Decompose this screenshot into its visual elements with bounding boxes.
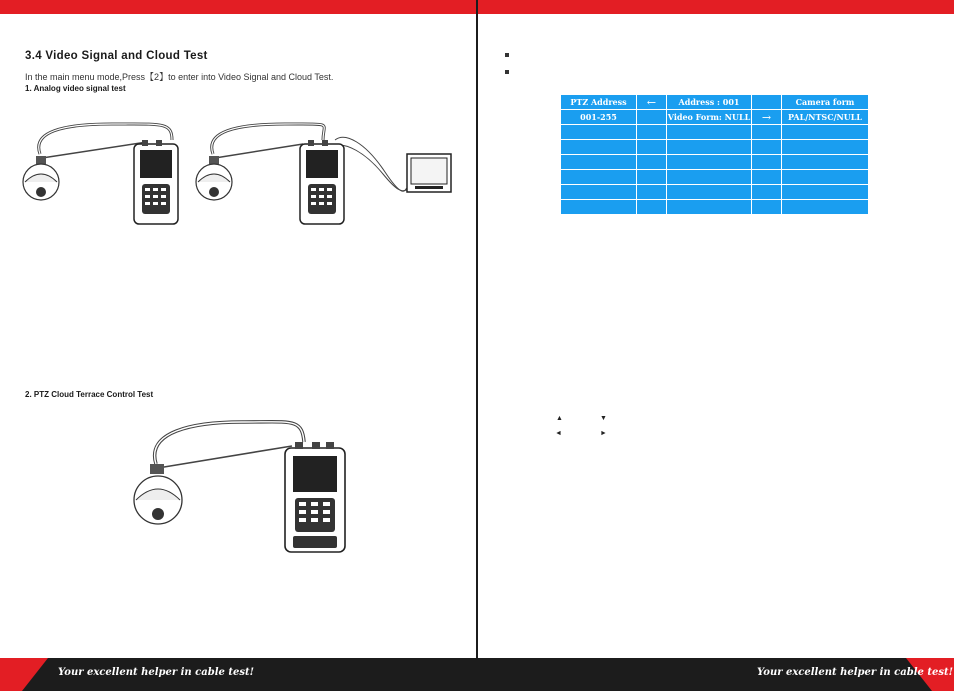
table-cell — [637, 140, 667, 155]
ptz-test-illustration — [132, 408, 362, 558]
table-cell: PAL/NTSC/NULL — [782, 110, 869, 125]
table-cell — [637, 110, 667, 125]
table-cell — [752, 200, 782, 215]
table-cell — [561, 185, 637, 200]
table-cell — [752, 170, 782, 185]
top-bar-left — [0, 0, 476, 14]
section-title: 3.4 Video Signal and Cloud Test — [25, 50, 208, 62]
table-cell — [561, 140, 637, 155]
table-cell — [782, 125, 869, 140]
left-arrow-key-icon: ◄ — [555, 430, 562, 437]
ptz-settings-table — [560, 94, 869, 215]
analog-test-illustration-2 — [195, 112, 457, 232]
table-cell — [637, 185, 667, 200]
table-row — [561, 95, 869, 110]
table-cell — [561, 125, 637, 140]
table-cell — [667, 140, 752, 155]
table-row — [561, 110, 869, 125]
table-cell — [561, 200, 637, 215]
table-cell — [782, 140, 869, 155]
subheading-analog-video: 1. Analog video signal test — [25, 84, 126, 93]
table-cell: Camera form — [782, 95, 869, 110]
table-cell: Address : 001 — [667, 95, 752, 110]
table-cell — [561, 170, 637, 185]
table-cell — [782, 185, 869, 200]
table-cell — [752, 185, 782, 200]
table-cell: PTZ Address — [561, 95, 637, 110]
table-cell — [752, 125, 782, 140]
bullet-2 — [505, 70, 509, 74]
table-cell — [667, 155, 752, 170]
table-row — [561, 140, 869, 155]
table-cell — [667, 185, 752, 200]
table-row — [561, 170, 869, 185]
table-cell: Video Form: NULL — [667, 110, 752, 125]
table-cell: 001-255 — [561, 110, 637, 125]
table-cell — [752, 95, 782, 110]
subheading-ptz-test: 2. PTZ Cloud Terrace Control Test — [25, 390, 154, 399]
analog-test-illustration-1 — [22, 112, 192, 232]
right-arrow-icon: → — [752, 110, 782, 125]
table-cell — [637, 170, 667, 185]
table-cell — [637, 125, 667, 140]
table-cell — [782, 170, 869, 185]
table-row — [561, 200, 869, 215]
bullet-1 — [505, 53, 509, 57]
up-arrow-key-icon: ▲ — [556, 415, 563, 422]
table-cell — [667, 125, 752, 140]
table-cell — [637, 200, 667, 215]
footer-red-accent-left — [0, 658, 50, 691]
right-arrow-key-icon: ► — [600, 430, 607, 437]
table-cell — [637, 155, 667, 170]
table-cell — [667, 170, 752, 185]
table-cell — [752, 140, 782, 155]
footer-tagline-left: Your excellent helper in cable test! — [58, 667, 254, 678]
table-cell — [667, 200, 752, 215]
top-bar-right — [478, 0, 954, 14]
footer-tagline-right: Your excellent helper in cable test! — [757, 667, 953, 678]
intro-text: In the main menu mode,Press【2】to enter into Video Signal and Cloud Test. — [25, 72, 334, 82]
table-cell — [752, 155, 782, 170]
table-row — [561, 125, 869, 140]
table-cell — [561, 155, 637, 170]
table-cell — [782, 200, 869, 215]
table-row — [561, 185, 869, 200]
down-arrow-key-icon: ▼ — [600, 415, 607, 422]
page-divider — [476, 0, 478, 691]
table-row — [561, 155, 869, 170]
left-arrow-icon: ← — [637, 95, 667, 110]
table-cell — [782, 155, 869, 170]
